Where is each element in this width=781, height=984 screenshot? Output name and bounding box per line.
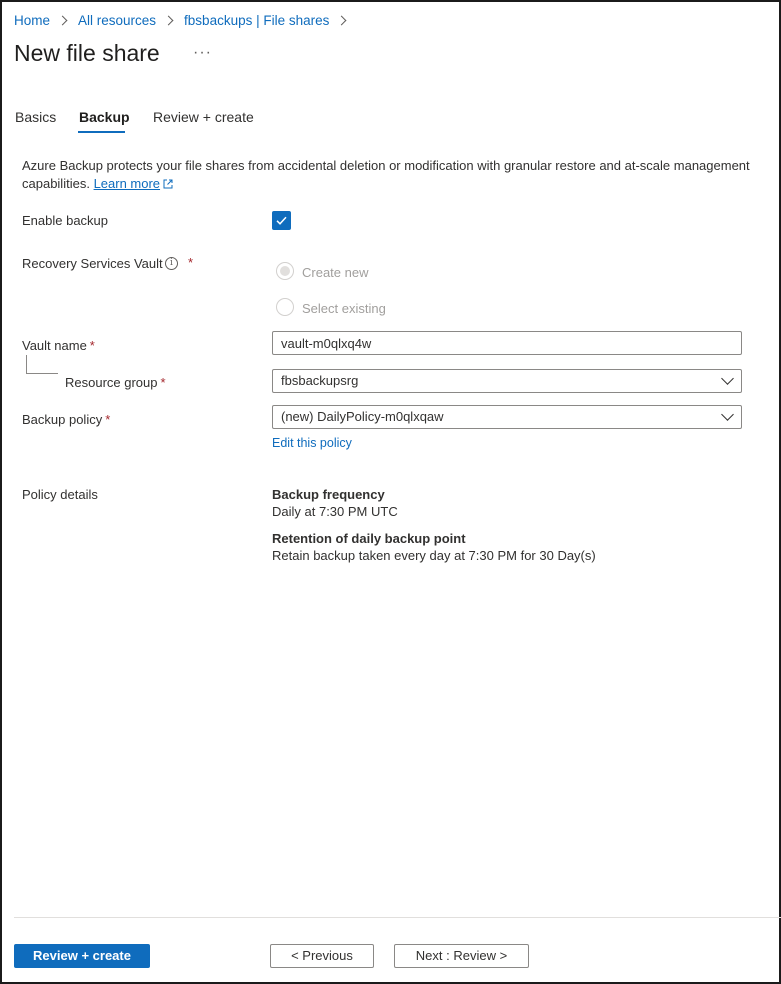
required-marker: * [160, 375, 166, 390]
resource-group-label-text: Resource group [65, 375, 158, 390]
external-link-icon [163, 179, 173, 189]
breadcrumb-all-resources[interactable]: All resources [78, 13, 157, 28]
breadcrumb-home[interactable]: Home [14, 13, 51, 28]
radio-create-new[interactable] [276, 262, 294, 280]
learn-more-link[interactable]: Learn more [93, 176, 161, 191]
retention-heading: Retention of daily backup point [272, 531, 466, 546]
checkmark-icon [275, 214, 288, 227]
chevron-down-icon [721, 372, 734, 385]
radio-select-existing-label: Select existing [302, 301, 386, 316]
backup-description [22, 157, 767, 193]
enable-backup-checkbox[interactable] [272, 211, 291, 230]
edit-policy-link[interactable]: Edit this policy [272, 436, 352, 450]
review-create-button[interactable]: Review + create [14, 944, 150, 968]
enable-backup-label: Enable backup [22, 213, 109, 228]
more-options-icon[interactable]: ··· [193, 44, 212, 61]
backup-policy-label-text: Backup policy [22, 412, 103, 427]
resource-group-dropdown[interactable] [272, 369, 742, 393]
description-text: Azure Backup protects your file shares from accidental deletion or modification with granular restore and at-scale management capabilities. [22, 158, 750, 191]
resource-group-value: fbsbackupsrg [281, 373, 359, 388]
chevron-right-icon [58, 16, 68, 26]
policy-details-label: Policy details [22, 487, 98, 502]
breadcrumb [14, 13, 357, 28]
retention-value: Retain backup taken every day at 7:30 PM for 30 Day(s) [272, 548, 596, 563]
tab-backup[interactable]: Backup [79, 109, 130, 125]
footer-divider [14, 917, 781, 918]
vault-name-label-text: Vault name [22, 338, 87, 353]
active-tab-indicator [78, 131, 125, 133]
radio-select-existing[interactable] [276, 298, 294, 316]
previous-button[interactable]: < Previous [270, 944, 374, 968]
tree-connector [26, 355, 58, 374]
chevron-right-icon [164, 16, 174, 26]
chevron-right-icon [337, 16, 347, 26]
chevron-down-icon [721, 408, 734, 421]
vault-name-input[interactable] [272, 331, 742, 355]
tab-review-create[interactable]: Review + create [153, 109, 254, 125]
backup-policy-dropdown[interactable] [272, 405, 742, 429]
backup-policy-label [22, 412, 110, 427]
vault-name-label [22, 338, 95, 353]
resource-group-label [65, 375, 166, 390]
info-icon[interactable]: i [165, 257, 178, 270]
tab-basics[interactable]: Basics [15, 109, 57, 125]
radio-create-new-label: Create new [302, 265, 369, 280]
backup-policy-value: (new) DailyPolicy-m0qlxqaw [281, 409, 444, 424]
required-marker: * [89, 338, 95, 353]
backup-frequency-value: Daily at 7:30 PM UTC [272, 504, 398, 519]
next-review-button[interactable]: Next : Review > [394, 944, 529, 968]
breadcrumb-file-shares[interactable]: fbsbackups | File shares [184, 13, 330, 28]
page-title: New file share [14, 40, 160, 66]
required-marker: * [188, 255, 194, 270]
backup-frequency-heading: Backup frequency [272, 487, 385, 502]
required-marker: * [105, 412, 111, 427]
recovery-vault-label: Recovery Services Vault [22, 256, 163, 271]
